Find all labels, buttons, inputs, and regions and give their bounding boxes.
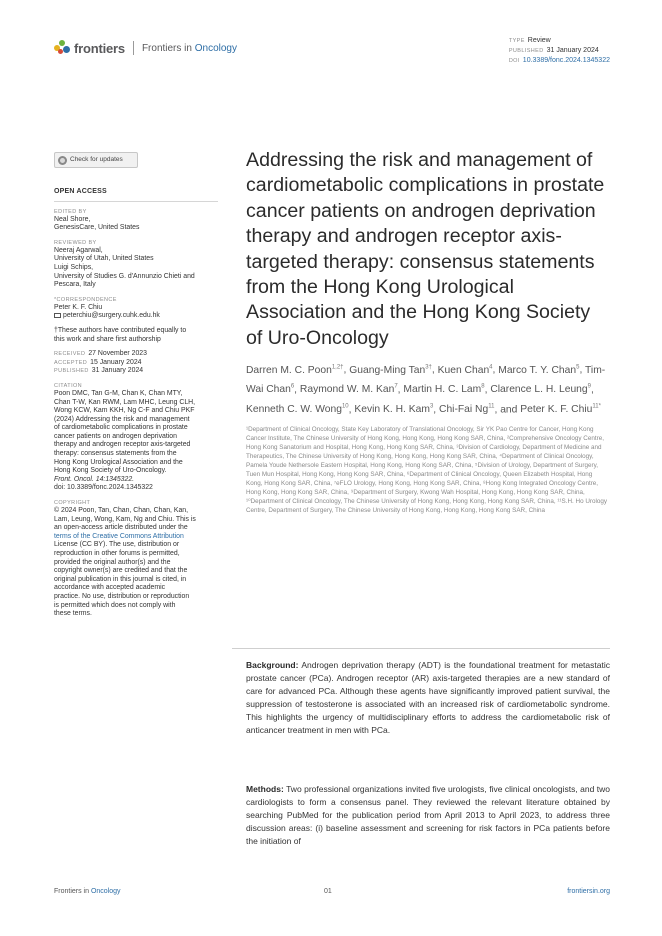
equal-contribution-note: †These authors have contributed equally to this work and share first authorship [54, 326, 187, 343]
meta-published: PUBLISHED 31 January 2024 [508, 47, 599, 54]
footer-journal: Frontiers in Oncology [54, 888, 121, 895]
affiliations: ¹Department of Clinical Oncology, State Key Laboratory of Translational Oncology, Sir YK Pao Centre for Cancer, Hong Kong Cancer Institute, The Chinese University of Hong Kong, Hong Kong, Hong Kong SAR, China, ²Comprehensive Oncology Centre, Hong Kong Sanatorium and Hospital, Hong Kong, Hong Kong SAR, China, ³Division of Cardiology, Department of Medicine and Therapeutics, The Chinese University of Hong Kong, Hong Kong, Hong Kong SAR, China, ⁴Department of Clinical Oncology, Pamela Youde Nethersole Eastern Hospital, Hong Kong, Hong Kong SAR, China, ⁵Division of Urology, Department of Surgery, Tuen Mun Hospital, Hong Kong, Hong Kong SAR, China, ⁶Department of Clinical Oncology, Queen Elizabeth Hospital, Hong Kong, Hong Kong SAR, China, ⁷eFLO Urology, Hong Kong, Hong Kong SAR, China, ⁸Hong Kong Integrated Oncology Centre, Hong Kong, Hong Kong SAR, China, ⁹Department of Surgery, Kwong Wah Hospital, Hong Kong, Hong Kong SAR, China, ¹⁰Department of Clinical Oncology, The Chinese University of Hong Kong, Hong Kong, Hong Kong SAR, China, ¹¹S.H. Ho Urology Centre, Department of Surgery, The Chinese University of Hong Kong, Hong Kong, Hong Kong SAR, China [246, 426, 608, 514]
page-header [54, 36, 610, 64]
correspondence-label: *CORRESPONDENCE [54, 296, 117, 303]
article-sidebar [54, 152, 218, 619]
author-list: Darren M. C. Poon$^{1,2\dagger}$, Guang-Ming Tan$^{3\dagger}$, Kuen Chan$^4$, Marco T. Y. Chan$^5$, Tim-Wai Chan$^6$, Raymond W. M. Kan$^7$, Martin H. C. Lam$^8$, Clarence L. H. Leung$^9$, Kenneth C. W. Wong$^{10}$, Kevin K. H. Kam$^3$, Chi-Fai Ng$^{11}$, and Peter K. F. Chiu$^{11*}$ [246, 364, 606, 416]
open-access-label: OPEN ACCESS [54, 188, 107, 195]
copyright-label: COPYRIGHT [54, 500, 91, 507]
frontiers-logo-icon [54, 40, 70, 56]
author[interactable]: Chi-Fai Ng$^{11}$ [439, 403, 495, 416]
article-main [246, 148, 610, 515]
date-received: RECEIVED 27 November 2023 [54, 350, 147, 358]
author[interactable]: Raymond W. M. Kan$^7$ [299, 383, 398, 396]
meta-type: TYPE Review [508, 37, 551, 44]
article-title: Addressing the risk and management of cardiometabolic complications in prostate cancer patients on androgen deprivation therapy and androgen receptor axis-targeted therapy: consensus statements from the Hong Kong Urological Association and the Hong Kong Society of Uro-Oncology [246, 149, 605, 349]
author[interactable]: Tim-Wai Chan$^6$ [246, 364, 606, 396]
author[interactable]: Kevin K. H. Kam$^3$ [354, 403, 434, 416]
cc-license-link[interactable]: terms of the Creative Commons Attribution [54, 532, 184, 540]
date-accepted: ACCEPTED 15 January 2024 [54, 358, 142, 366]
meta-doi: DOI 10.3389/fonc.2024.1345322 [508, 57, 610, 64]
reviewed-by-label: REVIEWED BY [54, 239, 97, 246]
author[interactable]: Darren M. C. Poon$^{1,2\dagger}$ [246, 364, 344, 376]
author[interactable]: Martin H. C. Lam$^8$ [403, 383, 485, 396]
sidebar-divider [54, 201, 218, 202]
correspondence-email-link[interactable]: peterchiu@surgery.cuhk.edu.hk [63, 312, 160, 320]
frontiersin-link[interactable]: frontiersin.org [567, 888, 610, 895]
abstract-methods: Methods: Two professional organizations invited five urologists, five clinical oncologists, and two cardiologists to form a consensus panel. They reviewed the relevant literature obtained by searching PubMed for the publication period from April 2013 to April 2023, to address three discussion areas: (i) baseline assessment and screening for risk factors in PCa patients before the initiation of [246, 784, 610, 846]
author[interactable]: Guang-Ming Tan$^{3\dagger}$ [349, 364, 432, 376]
copyright-text: © 2024 Poon, Tan, Chan, Chan, Chan, Kan, Lam, Leung, Wong, Kam, Ng and Chiu. This is an open-access article distributed under the terms of the Creative Commons Attribution License (CC BY). The use, distribution or reproduction in other forums is permitted, provided the original author(s) and the copyright owner(s) are credited and that the original publication in this journal is cited, in accordance with accepted academic practice. No use, distribution or reproduction is permitted which does not comply with these terms. [54, 507, 218, 619]
frontiers-logo[interactable] [54, 40, 237, 56]
author[interactable]: Kenneth C. W. Wong$^{10}$ [246, 403, 349, 416]
article-dates [54, 350, 218, 376]
reviewed-by: Neeraj Agarwal, University of Utah, United States Luigi Schips, University of Studies G. d'Annunzio Chieti and Pescara, Italy [54, 246, 195, 289]
mail-icon [54, 313, 61, 318]
edited-by: Neal Shore, GenesisCare, United States [54, 215, 140, 232]
author[interactable]: Peter K. F. Chiu$^{11*}$ [520, 403, 601, 416]
author[interactable]: Kuen Chan$^4$ [437, 364, 493, 376]
author[interactable]: Clarence L. H. Leung$^9$ [490, 383, 591, 396]
correspondence: Peter K. F. Chiu peterchiu@surgery.cuhk.edu.hk [54, 303, 160, 320]
citation-label: CITATION [54, 382, 83, 389]
doi-link[interactable]: 10.3389/fonc.2024.1345322 [522, 57, 610, 64]
abstract [232, 648, 610, 909]
update-check-icon [58, 156, 67, 165]
journal-name: Frontiers in Oncology [141, 42, 237, 54]
edited-by-label: EDITED BY [54, 208, 87, 215]
article-meta [509, 36, 610, 66]
logo-divider [133, 41, 134, 55]
brand-name: frontiers [74, 40, 125, 56]
page-footer [54, 888, 610, 895]
abstract-background: Background: Androgen deprivation therapy (ADT) is the foundational treatment for metastatic prostate cancer (PCa). Androgen receptor (AR) axis-targeted therapies are a new standard of care for advanced PCa. Although these agents have significantly improved patient survival, the suppression of testosterone is associated with an increased risk of cardiometabolic syndrome. This highlights the urgency of multidisciplinary efforts to address the cardiometabolic risk of anticancer treatment in men with PCa. [246, 660, 610, 735]
check-for-updates-button[interactable]: Check for updates [54, 152, 138, 168]
date-published: PUBLISHED 31 January 2024 [54, 367, 144, 375]
page-number: 01 [324, 888, 332, 895]
author[interactable]: Marco T. Y. Chan$^5$ [498, 364, 580, 376]
citation-text: Poon DMC, Tan G-M, Chan K, Chan MTY, Chan T-W, Kan RWM, Lam MHC, Leung CLH, Wong KCW, Kam KKH, Ng C-F and Chiu PKF (2024) Addressing the risk and management of cardiometabolic complications in prostate cancer patients on androgen deprivation therapy and androgen receptor axis-targeted therapy: consensus statements from the Hong Kong Urological Association and the Hong Kong Society of Uro-Oncology. Front. Oncol. 14:1345322. doi: 10.3389/fonc.2024.1345322 [54, 389, 196, 492]
